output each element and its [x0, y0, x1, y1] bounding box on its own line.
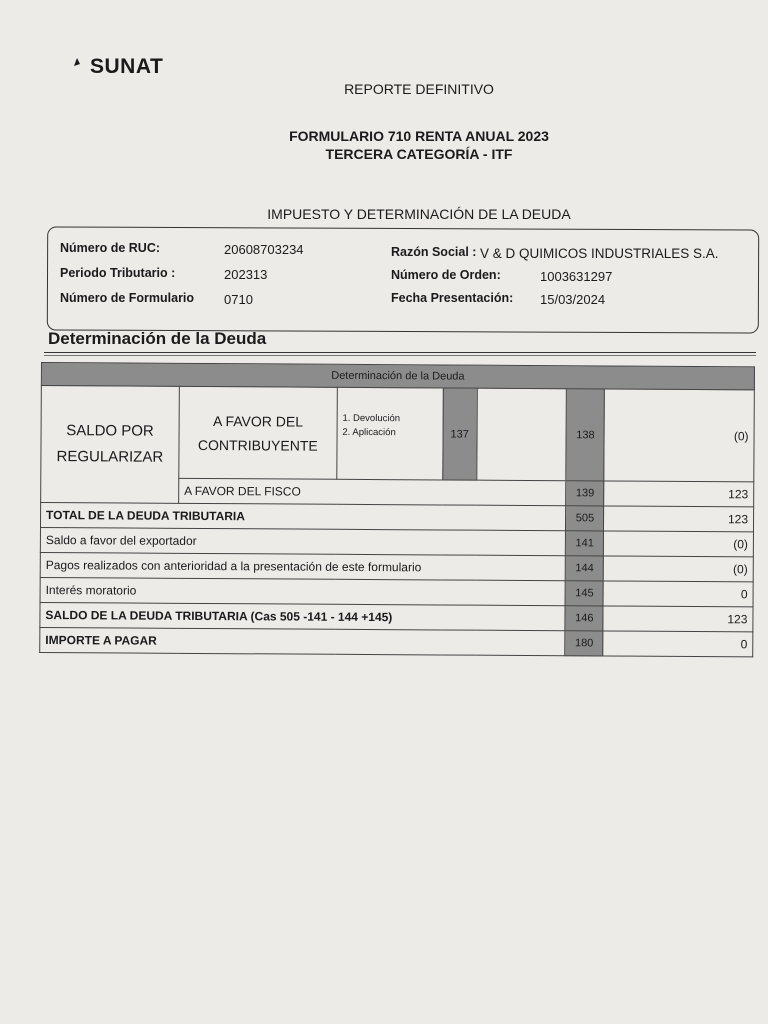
form-subtitle: TERCERA CATEGORÍA - ITF — [325, 146, 513, 162]
row-casilla: 141 — [566, 531, 604, 556]
formulario-value: 0710 — [224, 292, 253, 307]
row-label: Pagos realizados con anterioridad a la presentación de este formulario — [40, 552, 566, 580]
casilla-137: 137 — [442, 388, 477, 480]
devolucion-aplicacion — [337, 387, 443, 480]
row-label: TOTAL DE LA DEUDA TRIBUTARIA — [40, 503, 566, 531]
orden-label: Número de Orden: — [391, 268, 501, 282]
row-value: (0) — [604, 556, 754, 582]
option-aplicacion: 2. Aplicación — [342, 426, 396, 439]
formulario-label: Número de Formulario — [60, 291, 195, 305]
row-casilla: 505 — [566, 506, 604, 531]
value-139: 123 — [604, 481, 754, 507]
row-label: Interés moratorio — [40, 577, 566, 605]
favor-contribuyente — [179, 386, 337, 479]
casilla-138: 138 — [566, 389, 605, 481]
section-heading: IMPUESTO Y DETERMINACIÓN DE LA DEUDA — [267, 206, 571, 222]
favor-contrib-line2: CONTRIBUYENTE — [197, 436, 318, 454]
row-value: 0 — [603, 631, 753, 657]
row-label: IMPORTE A PAGAR — [40, 627, 566, 655]
saldo-line2: REGULARIZAR — [56, 448, 164, 466]
determinacion-table — [39, 362, 755, 657]
periodo-label: Periodo Tributario : — [60, 266, 176, 280]
blank-cell — [476, 388, 566, 481]
sunat-logo — [74, 55, 163, 79]
logo-text: SUNAT — [90, 55, 164, 78]
section-rule — [44, 352, 756, 353]
orden-value: 1003631297 — [540, 269, 613, 284]
row-value: 123 — [604, 506, 754, 532]
periodo-value: 202313 — [224, 267, 268, 282]
value-138: (0) — [604, 389, 754, 482]
table-header: Determinación de la Deuda — [41, 363, 754, 390]
saldo-por-regularizar — [41, 386, 180, 504]
favor-fisco: A FAVOR DEL FISCO — [179, 478, 567, 505]
saldo-line1: SALDO POR — [66, 422, 154, 440]
row-label: Saldo a favor del exportador — [40, 527, 566, 555]
row-casilla: 144 — [566, 556, 604, 581]
row-casilla: 180 — [565, 631, 603, 656]
sunat-logo-icon — [68, 56, 84, 76]
section-rule-secondary — [44, 355, 756, 356]
ruc-value: 20608703234 — [224, 242, 304, 257]
row-casilla: 146 — [565, 606, 603, 631]
row-value: 0 — [603, 581, 753, 607]
row-value: 123 — [603, 606, 753, 632]
razon-value: V & D QUIMICOS INDUSTRIALES S.A. — [480, 246, 719, 261]
row-label: SALDO DE LA DEUDA TRIBUTARIA (Cas 505 -141 - 144 +145) — [40, 602, 566, 630]
row-value: (0) — [604, 531, 754, 557]
report-title: REPORTE DEFINITIVO — [344, 81, 494, 97]
favor-contrib-line1: A FAVOR DEL — [212, 413, 304, 430]
determinacion-title: Determinación de la Deuda — [48, 329, 267, 348]
ruc-label: Número de RUC: — [60, 241, 161, 255]
option-devolucion: 1. Devolución — [342, 412, 401, 425]
fecha-value: 15/03/2024 — [540, 292, 606, 307]
form-title: FORMULARIO 710 RENTA ANUAL 2023 — [289, 128, 549, 144]
fecha-label: Fecha Presentación: — [391, 291, 514, 305]
casilla-139: 139 — [566, 481, 604, 506]
razon-label: Razón Social : — [391, 245, 477, 259]
row-casilla: 145 — [565, 581, 603, 606]
